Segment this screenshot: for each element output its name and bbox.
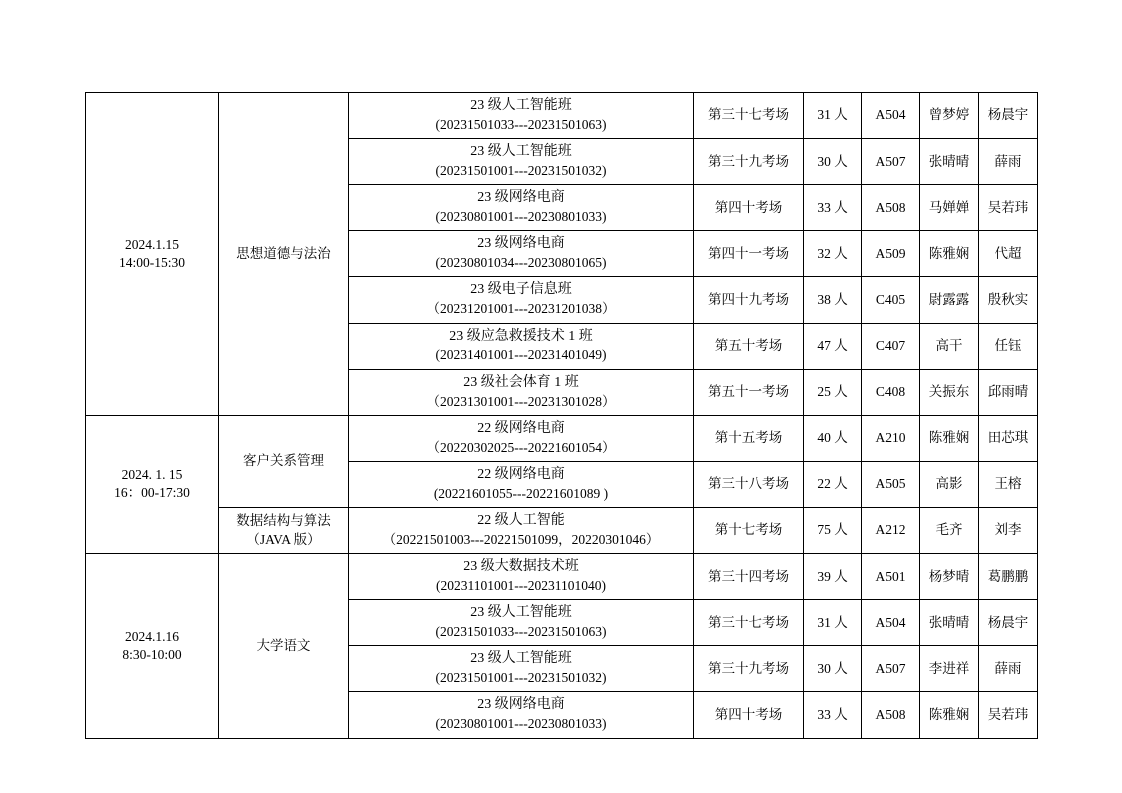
exam-room-cell: 第四十考场 [694, 185, 804, 231]
class-name: 23 级应急救援技术 1 班 [449, 328, 593, 344]
exam-room-cell: 第四十考场 [694, 692, 804, 738]
invigilator-2-cell: 邱雨晴 [979, 369, 1038, 415]
invigilator-2-cell: 田芯琪 [979, 415, 1038, 461]
exam-date-line: 14:00-15:30 [119, 254, 185, 270]
exam-room-cell: 第三十九考场 [694, 646, 804, 692]
invigilator-1-cell: 杨梦晴 [920, 554, 979, 600]
exam-room-cell: 第三十八考场 [694, 461, 804, 507]
invigilator-2-cell: 薛雨 [979, 139, 1038, 185]
student-count-cell: 33 人 [804, 692, 862, 738]
exam-date-line: 2024.1.15 [125, 236, 179, 252]
exam-date-line: 2024. 1. 15 [121, 467, 183, 483]
student-count-cell: 31 人 [804, 600, 862, 646]
class-and-ids-cell [349, 139, 694, 185]
room-number-cell: A504 [862, 600, 920, 646]
student-id-range: （20221501003---20221501099，20220301046） [382, 531, 660, 547]
student-id-range: (20231401001---20231401049) [435, 347, 607, 363]
class-and-ids-cell [349, 323, 694, 369]
room-number-cell: C405 [862, 277, 920, 323]
exam-date-line: 16：00-17:30 [114, 485, 190, 501]
course-name-cell [219, 415, 349, 507]
invigilator-1-cell: 曾梦婷 [920, 93, 979, 139]
invigilator-1-cell: 张晴晴 [920, 600, 979, 646]
invigilator-1-cell: 尉露露 [920, 277, 979, 323]
room-number-cell: A507 [862, 139, 920, 185]
invigilator-2-cell: 殷秋实 [979, 277, 1038, 323]
student-id-range: (20230801034---20230801065) [435, 255, 607, 271]
invigilator-2-cell: 任钰 [979, 323, 1038, 369]
exam-date-line: 8:30-10:00 [122, 646, 182, 662]
class-and-ids-cell [349, 93, 694, 139]
course-name-line: 思想道德与法治 [236, 245, 331, 261]
course-name-cell [219, 93, 349, 416]
student-id-range: （20231201001---20231201038） [426, 301, 616, 317]
class-and-ids-cell [349, 369, 694, 415]
room-number-cell: C407 [862, 323, 920, 369]
exam-room-cell: 第五十考场 [694, 323, 804, 369]
room-number-cell: A508 [862, 185, 920, 231]
invigilator-2-cell: 吴若玮 [979, 692, 1038, 738]
student-count-cell: 47 人 [804, 323, 862, 369]
invigilator-1-cell: 高干 [920, 323, 979, 369]
course-name-line: （JAVA 版） [246, 531, 321, 547]
room-number-cell: A505 [862, 461, 920, 507]
class-name: 22 级网络电商 [477, 466, 565, 482]
class-and-ids-cell [349, 507, 694, 553]
exam-schedule-table [85, 92, 1038, 739]
invigilator-2-cell: 代超 [979, 231, 1038, 277]
room-number-cell: A508 [862, 692, 920, 738]
class-name: 23 级人工智能班 [470, 651, 572, 667]
exam-date-cell [86, 554, 219, 738]
invigilator-2-cell: 葛鹏鹏 [979, 554, 1038, 600]
student-id-range: （20220302025---20221601054） [426, 439, 616, 455]
course-name-line: 数据结构与算法 [236, 513, 331, 529]
student-count-cell: 39 人 [804, 554, 862, 600]
class-and-ids-cell [349, 277, 694, 323]
course-name-line: 大学语文 [256, 637, 311, 653]
class-name: 23 级人工智能班 [470, 98, 572, 113]
class-and-ids-cell [349, 646, 694, 692]
invigilator-2-cell: 杨晨宇 [979, 93, 1038, 139]
exam-room-cell: 第四十九考场 [694, 277, 804, 323]
student-count-cell: 22 人 [804, 461, 862, 507]
class-name: 23 级人工智能班 [470, 605, 572, 621]
class-name: 23 级网络电商 [477, 236, 565, 252]
invigilator-2-cell: 吴若玮 [979, 185, 1038, 231]
table-row [86, 415, 1038, 461]
exam-date-cell [86, 93, 219, 416]
room-number-cell: A212 [862, 507, 920, 553]
invigilator-2-cell: 薛雨 [979, 646, 1038, 692]
student-id-range: (20231501001---20231501032) [435, 670, 607, 686]
invigilator-1-cell: 陈雅娴 [920, 415, 979, 461]
table-row [86, 554, 1038, 600]
room-number-cell: C408 [862, 369, 920, 415]
class-and-ids-cell [349, 185, 694, 231]
exam-room-cell: 第十五考场 [694, 415, 804, 461]
student-count-cell: 32 人 [804, 231, 862, 277]
student-count-cell: 31 人 [804, 93, 862, 139]
exam-room-cell: 第三十七考场 [694, 600, 804, 646]
student-id-range: (20231501001---20231501032) [435, 163, 607, 178]
student-count-cell: 75 人 [804, 507, 862, 553]
exam-room-cell: 第五十一考场 [694, 369, 804, 415]
course-name-line: 客户关系管理 [243, 453, 324, 469]
student-count-cell: 40 人 [804, 415, 862, 461]
class-name: 23 级网络电商 [477, 697, 565, 713]
course-name-cell [219, 507, 349, 553]
student-id-range: (20231501033---20231501063) [435, 116, 607, 132]
class-and-ids-cell [349, 600, 694, 646]
student-count-cell: 30 人 [804, 139, 862, 185]
student-id-range: (20231501033---20231501063) [435, 624, 607, 640]
student-count-cell: 33 人 [804, 185, 862, 231]
class-name: 22 级网络电商 [477, 420, 565, 436]
class-name: 23 级网络电商 [477, 190, 565, 206]
invigilator-1-cell: 高影 [920, 461, 979, 507]
student-id-range: (20231101001---20231101040) [436, 577, 606, 593]
room-number-cell: A509 [862, 231, 920, 277]
student-id-range: （20231301001---20231301028） [426, 393, 616, 409]
exam-room-cell: 第十七考场 [694, 507, 804, 553]
invigilator-1-cell: 李进祥 [920, 646, 979, 692]
class-and-ids-cell [349, 554, 694, 600]
room-number-cell: A504 [862, 93, 920, 139]
class-and-ids-cell [349, 231, 694, 277]
exam-room-cell: 第三十九考场 [694, 139, 804, 185]
student-count-cell: 25 人 [804, 369, 862, 415]
invigilator-1-cell: 马婵婵 [920, 185, 979, 231]
table-row [86, 93, 1038, 139]
room-number-cell: A210 [862, 415, 920, 461]
student-id-range: (20230801001---20230801033) [435, 209, 607, 225]
invigilator-1-cell: 关振东 [920, 369, 979, 415]
class-and-ids-cell [349, 461, 694, 507]
room-number-cell: A501 [862, 554, 920, 600]
invigilator-1-cell: 陈雅娴 [920, 231, 979, 277]
invigilator-2-cell: 杨晨宇 [979, 600, 1038, 646]
exam-schedule-sheet [85, 92, 1037, 739]
room-number-cell: A507 [862, 646, 920, 692]
invigilator-2-cell: 王榕 [979, 461, 1038, 507]
student-count-cell: 30 人 [804, 646, 862, 692]
class-and-ids-cell [349, 692, 694, 738]
invigilator-1-cell: 陈雅娴 [920, 692, 979, 738]
class-name: 22 级人工智能 [477, 512, 565, 528]
class-name: 23 级大数据技术班 [463, 559, 579, 575]
exam-room-cell: 第三十七考场 [694, 93, 804, 139]
invigilator-1-cell: 张晴晴 [920, 139, 979, 185]
exam-date-line: 2024.1.16 [125, 628, 179, 644]
student-count-cell: 38 人 [804, 277, 862, 323]
table-row [86, 507, 1038, 553]
exam-date-cell [86, 415, 219, 553]
class-and-ids-cell [349, 415, 694, 461]
student-id-range: (20221601055---20221601089 ) [433, 485, 609, 501]
invigilator-1-cell: 毛齐 [920, 507, 979, 553]
exam-room-cell: 第三十四考场 [694, 554, 804, 600]
class-name: 23 级社会体育 1 班 [463, 374, 579, 390]
invigilator-2-cell: 刘李 [979, 507, 1038, 553]
student-id-range: (20230801001---20230801033) [435, 716, 607, 732]
class-name: 23 级电子信息班 [470, 282, 572, 298]
exam-room-cell: 第四十一考场 [694, 231, 804, 277]
course-name-cell [219, 554, 349, 738]
class-name: 23 级人工智能班 [470, 144, 572, 160]
